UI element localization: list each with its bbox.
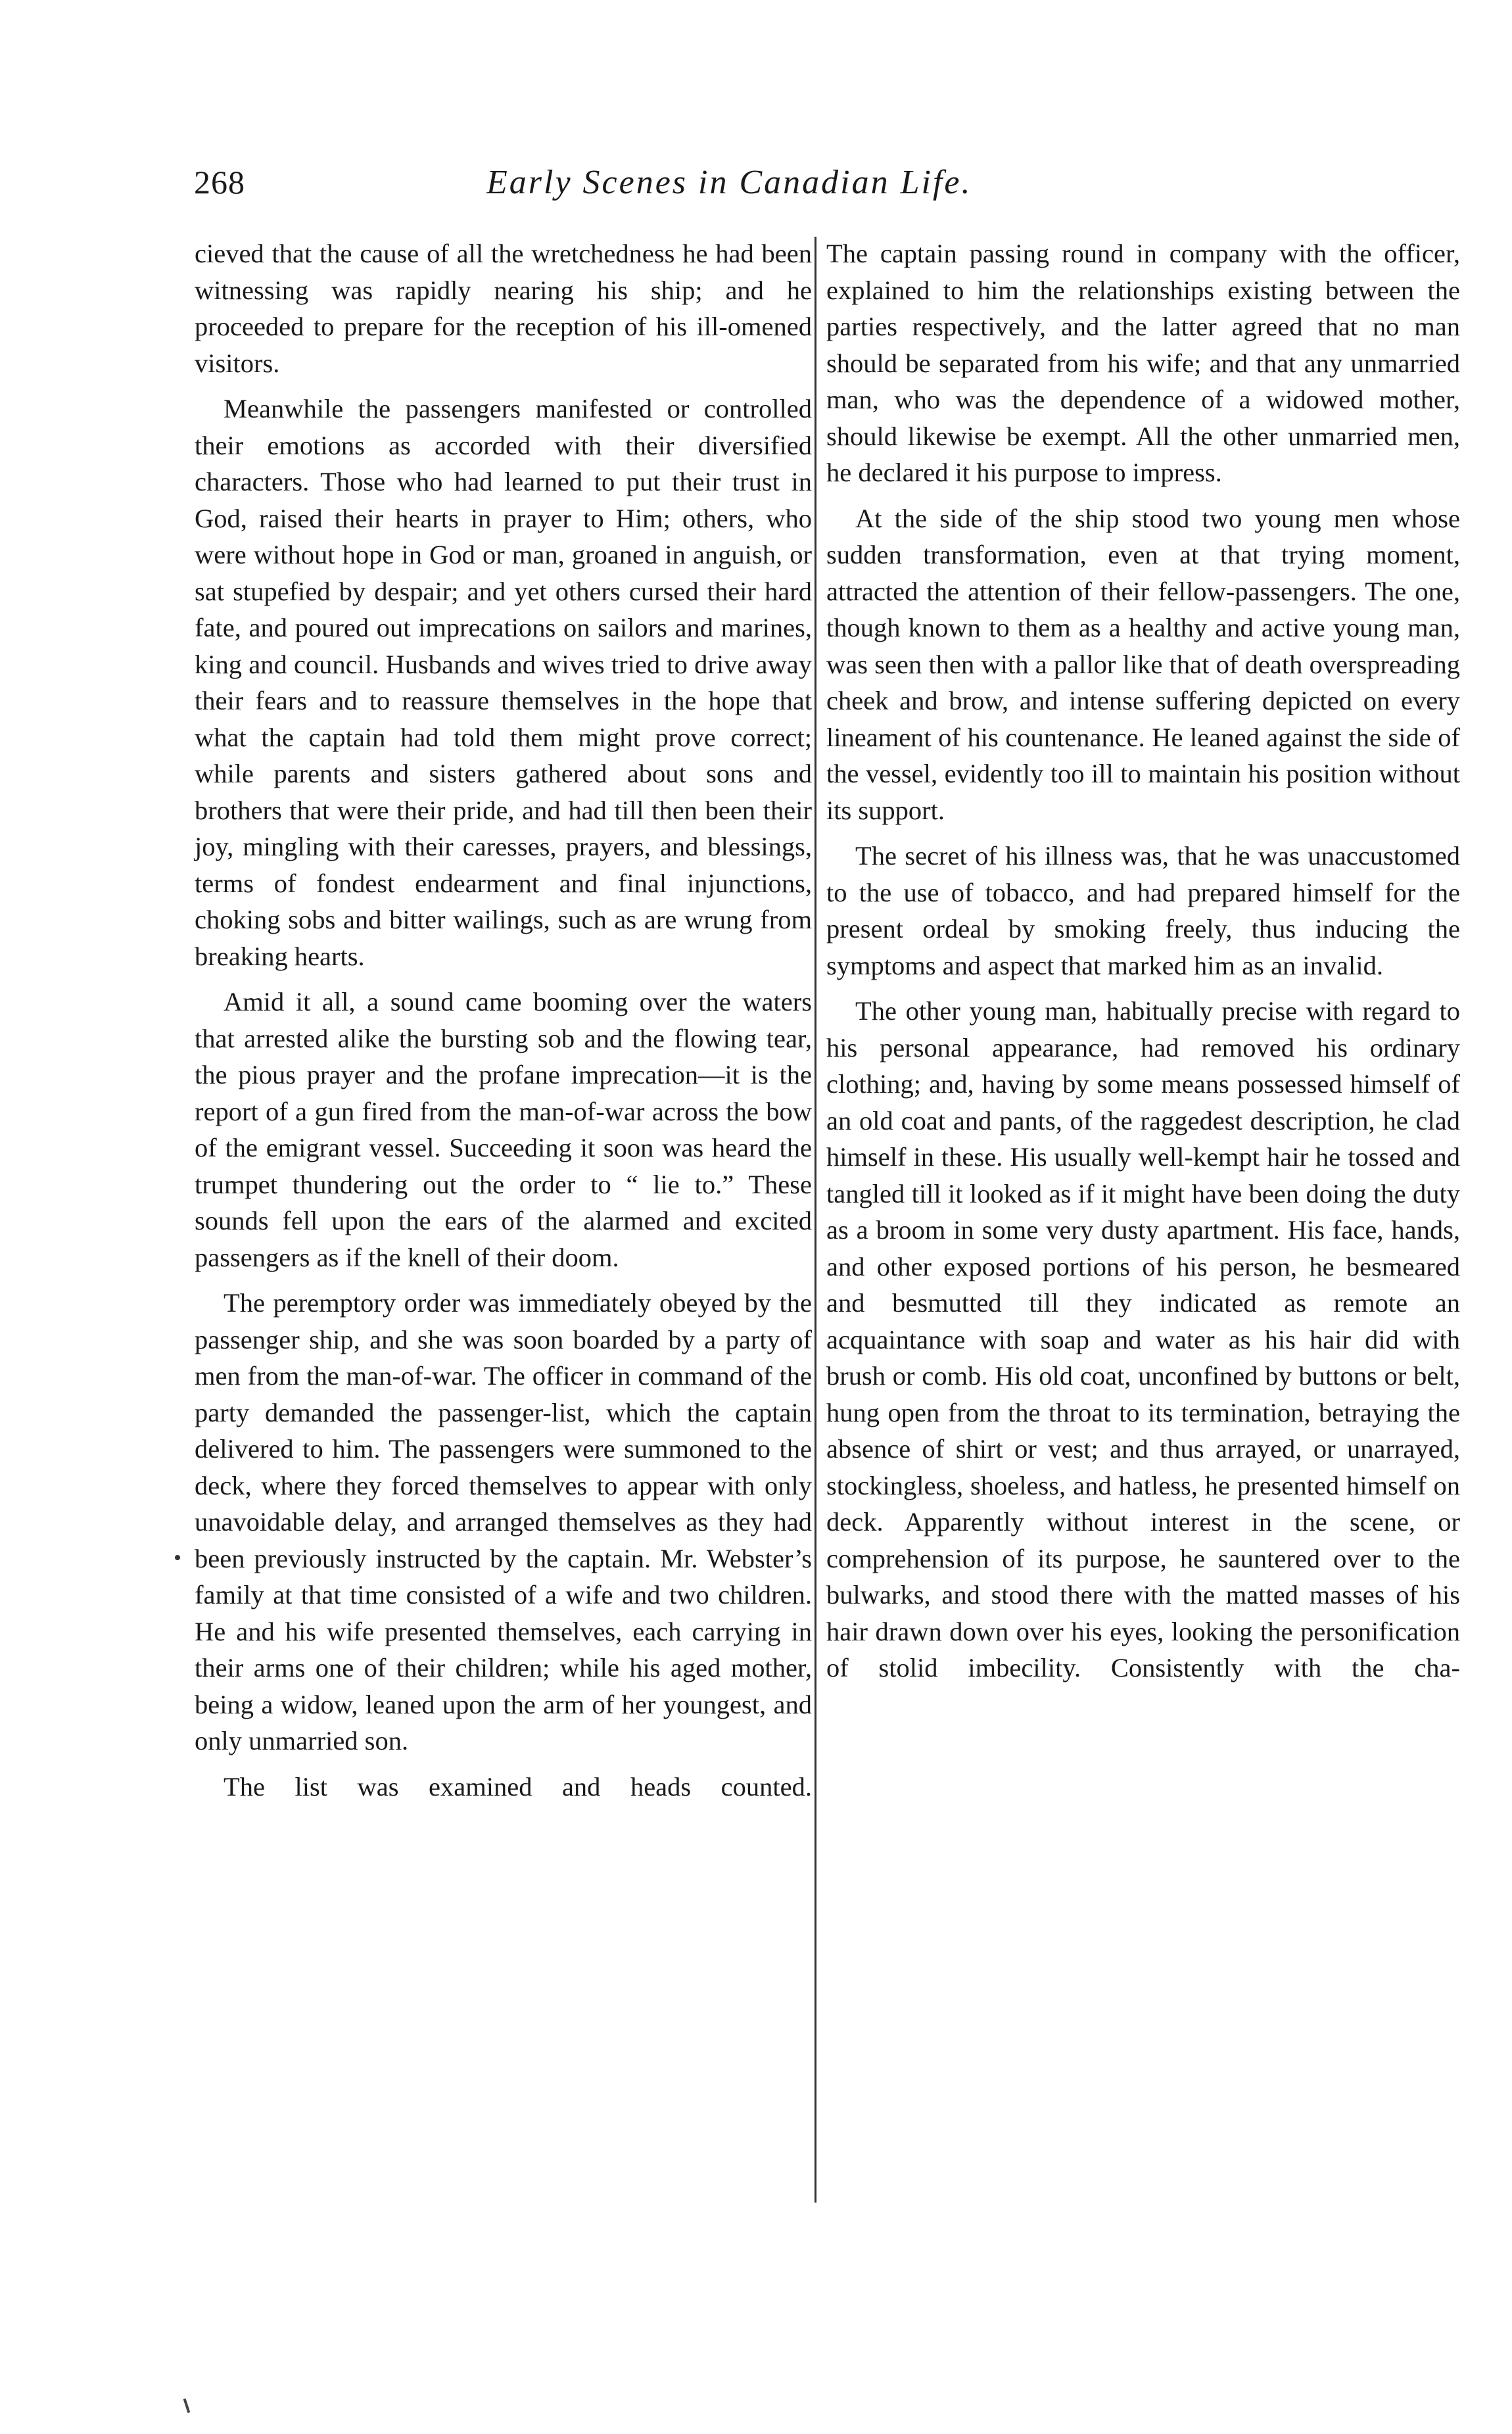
paragraph: At the side of the ship stood two young men whose sudden transformation, even at that trying moment, attracted the attention of their fellow-passengers. The one, though known to them as a healthy and active young man, was seen then with a pallor like that of death overspreading cheek and brow, and intense suffering depicted on every lineament of his countenance. He leaned against the side of the vessel, evidently too ill to maintain his position without its support. xyxy=(826,503,1460,825)
paragraph: The peremptory order was immediately obeyed by the passenger ship, and she was soon boarded by a party of men from the man-of-war. The officer in command of the party demanded the passenger-list, which the captain delivered to him. The passengers were summoned to the deck, where they forced themselves to appear with only unavoidable delay, and arranged themselves as they had been previously instructed by the captain. Mr. Webster’s family at that time consisted of a wife and two children. He and his wife presented themselves, each carrying in their arms one of their children; while his aged mother, being a widow, leaned upon the arm of her youngest, and only unmarried son. xyxy=(195,1288,812,1755)
margin-stroke-mark xyxy=(183,2398,191,2413)
paragraph: The list was examined and heads counted. xyxy=(224,1771,812,1802)
paragraph: Meanwhile the passengers manifested or controlled their emotions as accorded with their diversified characters. Those who had learned to put their trust in God, raised their hearts in prayer to Him; others, who were without hope in God or man, groaned in anguish, or sat stupefied by despair; and yet others cursed their hard fate, and poured out imprecations on sailors and marines, king and council. Husbands and wives tried to drive away their fears and to reassure themselves in the hope that what the captain had told them might prove correct; while parents and sisters gathered about sons and brothers that were their pride, and had till then been their joy, mingling with their caresses, prayers, and blessings, terms of fondest endearment and final injunctions, choking sobs and bitter wailings, such as are wrung from breaking hearts. xyxy=(195,394,812,971)
paragraph: The other young man, habitually precise with regard to his personal appearance, had removed his ordinary clothing; and, having by some means possessed himself of an old coat and pants, of the raggedest description, he clad himself in these. His usually well-kempt hair he tossed and tangled till it looked as if it might have been doing the duty as a broom in some very dusty apartment. His face, hands, and other exposed portions of his person, he besmeared and besmutted till they indicated as remote an acquaintance with soap and water as his hair did with brush or comb. His old coat, unconfined by buttons or belt, hung open from the throat to its termination, betraying the absence of shirt or vest; and thus arrayed, or unarrayed, stockingless, shoeless, and hatless, he presented himself on deck. Apparently without interest in the scene, or comprehension of its purpose, he sauntered over to the bulwarks, and stood there with the matted masses of his hair drawn down over his eyes, looking the personification of stolid imbecility. Consistently with the cha- xyxy=(826,996,1460,1682)
column-divider xyxy=(815,237,816,2203)
page-number: 268 xyxy=(194,164,245,201)
paragraph: Amid it all, a sound came booming over the waters that arrested alike the bursting sob and the flowing tear, the pious prayer and the profane imprecation—it is the report of a gun fired from the man-of-war across the bow of the emigrant vessel. Succeeding it soon was heard the trumpet thundering out the order to “ lie to.” These sounds fell upon the ears of the alarmed and excited passengers as if the knell of their doom. xyxy=(195,987,812,1272)
margin-dot-mark xyxy=(175,1555,180,1560)
right-column xyxy=(826,235,1460,1686)
paragraph: cieved that the cause of all the wretchedness he had been witnessing was rapidly nearing his ship; and he proceeded to prepare for the reception of his ill-omened visitors. xyxy=(195,239,812,378)
running-head xyxy=(194,163,1068,216)
running-title: Early Scenes in Canadian Life. xyxy=(486,164,972,201)
paragraph: The captain passing round in company with the officer, explained to him the relationships existing between the parties respectively, and the latter agreed that no man should be separated from his wife; and that any unmarried man, who was the dependence of a widowed mother, should likewise be exempt. All the other unmarried men, he declared it his purpose to impress. xyxy=(826,239,1460,487)
left-column xyxy=(195,235,812,1805)
paragraph: The secret of his illness was, that he was unaccustomed to the use of tobacco, and had prepared himself for the present ordeal by smoking freely, thus inducing the symptoms and aspect that marked him as an invalid. xyxy=(826,841,1460,980)
